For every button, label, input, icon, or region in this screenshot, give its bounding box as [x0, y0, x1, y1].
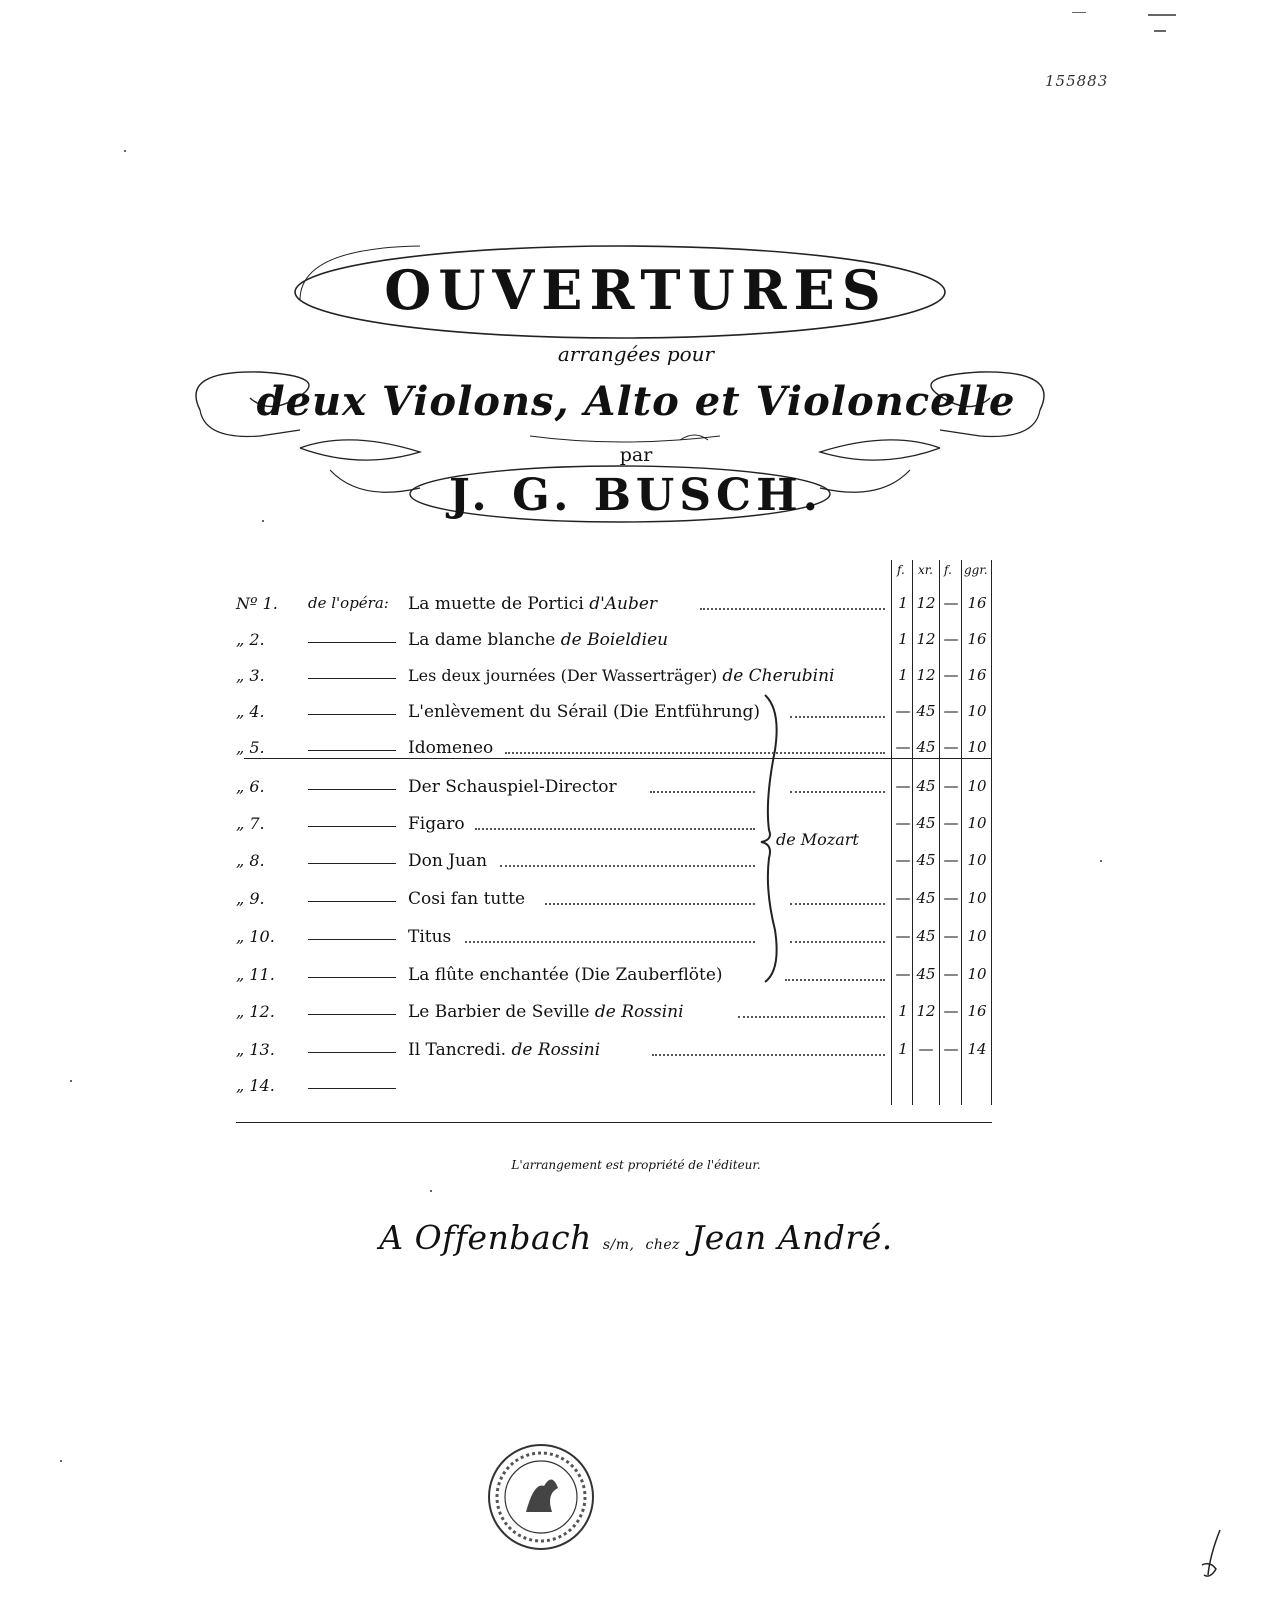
- leader-dots: [475, 828, 755, 830]
- leader-dots: [738, 1016, 885, 1018]
- opera-attribution: de Cherubini: [722, 666, 835, 686]
- price-florin: —: [895, 777, 911, 795]
- item-number: „ 7.: [236, 814, 265, 833]
- price-header-groschen: ggr.: [964, 563, 988, 577]
- margin-mark: [1100, 860, 1102, 862]
- ditto-line: [308, 702, 396, 715]
- ditto-line: [308, 889, 396, 902]
- margin-mark: [1072, 12, 1086, 13]
- margin-mark: [262, 520, 264, 522]
- price-kreuzer: 45: [916, 851, 936, 869]
- price-florin: 1: [898, 1040, 908, 1058]
- list-item: [0, 626, 1272, 656]
- opera-title: Titus: [408, 927, 452, 947]
- ditto-line: [308, 1040, 396, 1053]
- price-florin: —: [895, 814, 911, 832]
- price-florin-2: —: [943, 594, 959, 612]
- item-number: „ 9.: [236, 889, 265, 908]
- main-title: OUVERTURES: [384, 258, 888, 322]
- price-kreuzer: 45: [916, 889, 936, 907]
- opera-title: Les deux journées (Der Wasserträger): [408, 666, 718, 685]
- price-florin: 1: [898, 666, 908, 684]
- price-florin-2: —: [943, 889, 959, 907]
- margin-mark: [430, 1190, 432, 1192]
- price-florin: —: [895, 738, 911, 756]
- leader-dots: [790, 941, 885, 943]
- price-kreuzer: 12: [916, 630, 936, 648]
- ditto-line: [308, 630, 396, 643]
- item-title: [408, 851, 487, 871]
- price-florin-2: —: [943, 666, 959, 684]
- publisher-name: Jean André.: [691, 1218, 893, 1257]
- publisher-chez: chez: [645, 1237, 681, 1253]
- item-title: [408, 666, 834, 686]
- table-bottom-rule: [236, 1122, 992, 1123]
- price-groschen: 10: [967, 702, 987, 720]
- publisher-abbrev: s/m,: [602, 1237, 635, 1253]
- price-groschen: 10: [967, 777, 987, 795]
- opera-title: Der Schauspiel-Director: [408, 777, 617, 797]
- price-florin: —: [895, 702, 911, 720]
- price-groschen: 16: [967, 666, 987, 684]
- item-number: „ 8.: [236, 851, 265, 870]
- ditto-line: [308, 814, 396, 827]
- price-header-florin-2: f.: [944, 563, 952, 577]
- item-number: „ 4.: [236, 702, 265, 721]
- opera-title: Il Tancredi.: [408, 1040, 507, 1060]
- item-title: [408, 965, 723, 985]
- price-florin: 1: [898, 630, 908, 648]
- composer-name: J. G. BUSCH.: [449, 470, 823, 521]
- catalog-number: 155883: [1045, 72, 1109, 90]
- leader-dots: [465, 941, 755, 943]
- list-item: [0, 998, 1272, 1028]
- opera-attribution: de Rossini: [511, 1040, 601, 1060]
- item-lead: de l'opéra:: [308, 594, 389, 612]
- price-groschen: 16: [967, 1002, 987, 1020]
- item-number: „ 11.: [236, 965, 275, 984]
- price-kreuzer: 45: [916, 965, 936, 983]
- price-groschen: 10: [967, 851, 987, 869]
- margin-mark: [124, 150, 126, 152]
- price-florin: —: [895, 889, 911, 907]
- price-groschen: 10: [967, 965, 987, 983]
- list-item: [0, 961, 1272, 991]
- opera-title: La flûte enchantée (Die Zauberflöte): [408, 965, 723, 985]
- item-title: [408, 814, 465, 834]
- price-florin-2: —: [943, 927, 959, 945]
- item-title: [408, 630, 668, 650]
- leader-dots: [700, 608, 885, 610]
- leader-dots: [500, 865, 755, 867]
- price-florin-2: —: [943, 965, 959, 983]
- item-number: „ 2.: [236, 630, 265, 649]
- item-number: „ 13.: [236, 1040, 275, 1059]
- list-item: [0, 923, 1272, 953]
- item-number: „ 12.: [236, 1002, 275, 1021]
- margin-mark: [1154, 30, 1166, 32]
- ditto-line: [308, 1002, 396, 1015]
- list-item: [0, 773, 1272, 803]
- price-groschen: 10: [967, 927, 987, 945]
- rights-note: L'arrangement est propriété de l'éditeur.: [511, 1158, 761, 1172]
- list-item: [0, 698, 1272, 728]
- opera-title: La dame blanche: [408, 630, 556, 650]
- item-number: „ 14.: [236, 1076, 275, 1095]
- price-kreuzer: 45: [916, 814, 936, 832]
- item-number: „ 5.: [236, 738, 265, 757]
- margin-mark: [70, 1080, 72, 1082]
- price-kreuzer: 45: [916, 738, 936, 756]
- list-item: [0, 810, 1272, 840]
- list-item: [0, 885, 1272, 915]
- price-florin: 1: [898, 1002, 908, 1020]
- list-item: [0, 662, 1272, 692]
- margin-mark: [1148, 14, 1176, 16]
- price-florin: —: [895, 927, 911, 945]
- ditto-line: [308, 738, 396, 751]
- item-title: [408, 927, 451, 947]
- price-kreuzer: 12: [916, 666, 936, 684]
- item-title: [408, 594, 657, 614]
- price-kreuzer: 12: [916, 1002, 936, 1020]
- price-kreuzer: 12: [916, 594, 936, 612]
- margin-mark: [60, 1460, 62, 1462]
- leader-dots: [650, 791, 755, 793]
- ditto-line: [308, 1076, 396, 1089]
- price-groschen: 16: [967, 630, 987, 648]
- item-title: [408, 889, 525, 909]
- ditto-line: [308, 777, 396, 790]
- ditto-line: [308, 927, 396, 940]
- item-number: „ 10.: [236, 927, 275, 946]
- opera-title: L'enlèvement du Sérail (Die Entführung): [408, 702, 761, 722]
- item-number: „ 3.: [236, 666, 265, 685]
- price-kreuzer: 45: [916, 702, 936, 720]
- list-item: [0, 1072, 1272, 1102]
- subtitle: arrangées pour: [557, 342, 715, 366]
- opera-title: Idomeneo: [408, 738, 494, 758]
- opera-attribution: de Rossini: [594, 1002, 684, 1022]
- price-florin: —: [895, 965, 911, 983]
- leader-dots: [545, 903, 755, 905]
- leader-dots: [790, 791, 885, 793]
- ditto-line: [308, 965, 396, 978]
- item-number: „ 6.: [236, 777, 265, 796]
- opera-attribution: de Boieldieu: [560, 630, 669, 650]
- price-florin: 1: [898, 594, 908, 612]
- price-groschen: 10: [967, 738, 987, 756]
- opera-title: La muette de Portici: [408, 594, 584, 614]
- item-title: [408, 777, 617, 797]
- list-item: [0, 847, 1272, 877]
- publisher-city: A Offenbach: [379, 1218, 592, 1257]
- price-florin-2: —: [943, 1002, 959, 1020]
- price-florin: —: [895, 851, 911, 869]
- ditto-line: [308, 666, 396, 679]
- opera-title: Le Barbier de Seville: [408, 1002, 590, 1022]
- opera-attribution: d'Auber: [589, 594, 658, 614]
- publisher-imprint: [0, 1218, 1272, 1257]
- item-title: [408, 702, 760, 722]
- price-florin-2: —: [943, 851, 959, 869]
- item-number: Nº 1.: [236, 594, 278, 613]
- opera-title: Figaro: [408, 814, 465, 834]
- leader-dots: [652, 1054, 885, 1056]
- instrumentation: deux Violons, Alto et Violoncelle: [256, 378, 1016, 425]
- price-header-kreuzer: xr.: [918, 563, 933, 577]
- leader-dots: [790, 903, 885, 905]
- ditto-line: [308, 851, 396, 864]
- list-item: [0, 734, 1272, 764]
- price-florin-2: —: [943, 630, 959, 648]
- price-florin-2: —: [943, 814, 959, 832]
- mozart-group-label: de Mozart: [776, 830, 859, 849]
- opera-title: Don Juan: [408, 851, 488, 871]
- list-item: [0, 1036, 1272, 1066]
- price-kreuzer: 45: [916, 927, 936, 945]
- price-header-florin: f.: [897, 563, 905, 577]
- leader-dots: [785, 979, 885, 981]
- price-florin-2: —: [943, 738, 959, 756]
- price-florin-2: —: [943, 1040, 959, 1058]
- price-kreuzer: 45: [916, 777, 936, 795]
- price-groschen: 14: [967, 1040, 987, 1058]
- leader-dots: [505, 752, 885, 754]
- price-kreuzer: —: [918, 1040, 934, 1058]
- price-groschen: 10: [967, 889, 987, 907]
- leader-dots: [790, 716, 885, 718]
- price-groschen: 10: [967, 814, 987, 832]
- item-title: [408, 1040, 600, 1060]
- corner-mark: [1180, 1525, 1230, 1585]
- price-florin-2: —: [943, 777, 959, 795]
- item-title: [408, 738, 493, 758]
- opera-title: Cosi fan tutte: [408, 889, 526, 909]
- publisher-stamp: [486, 1442, 596, 1552]
- item-title: [408, 1002, 684, 1022]
- price-groschen: 16: [967, 594, 987, 612]
- price-florin-2: —: [943, 702, 959, 720]
- by-line: par: [619, 444, 653, 466]
- list-item: [0, 590, 1272, 620]
